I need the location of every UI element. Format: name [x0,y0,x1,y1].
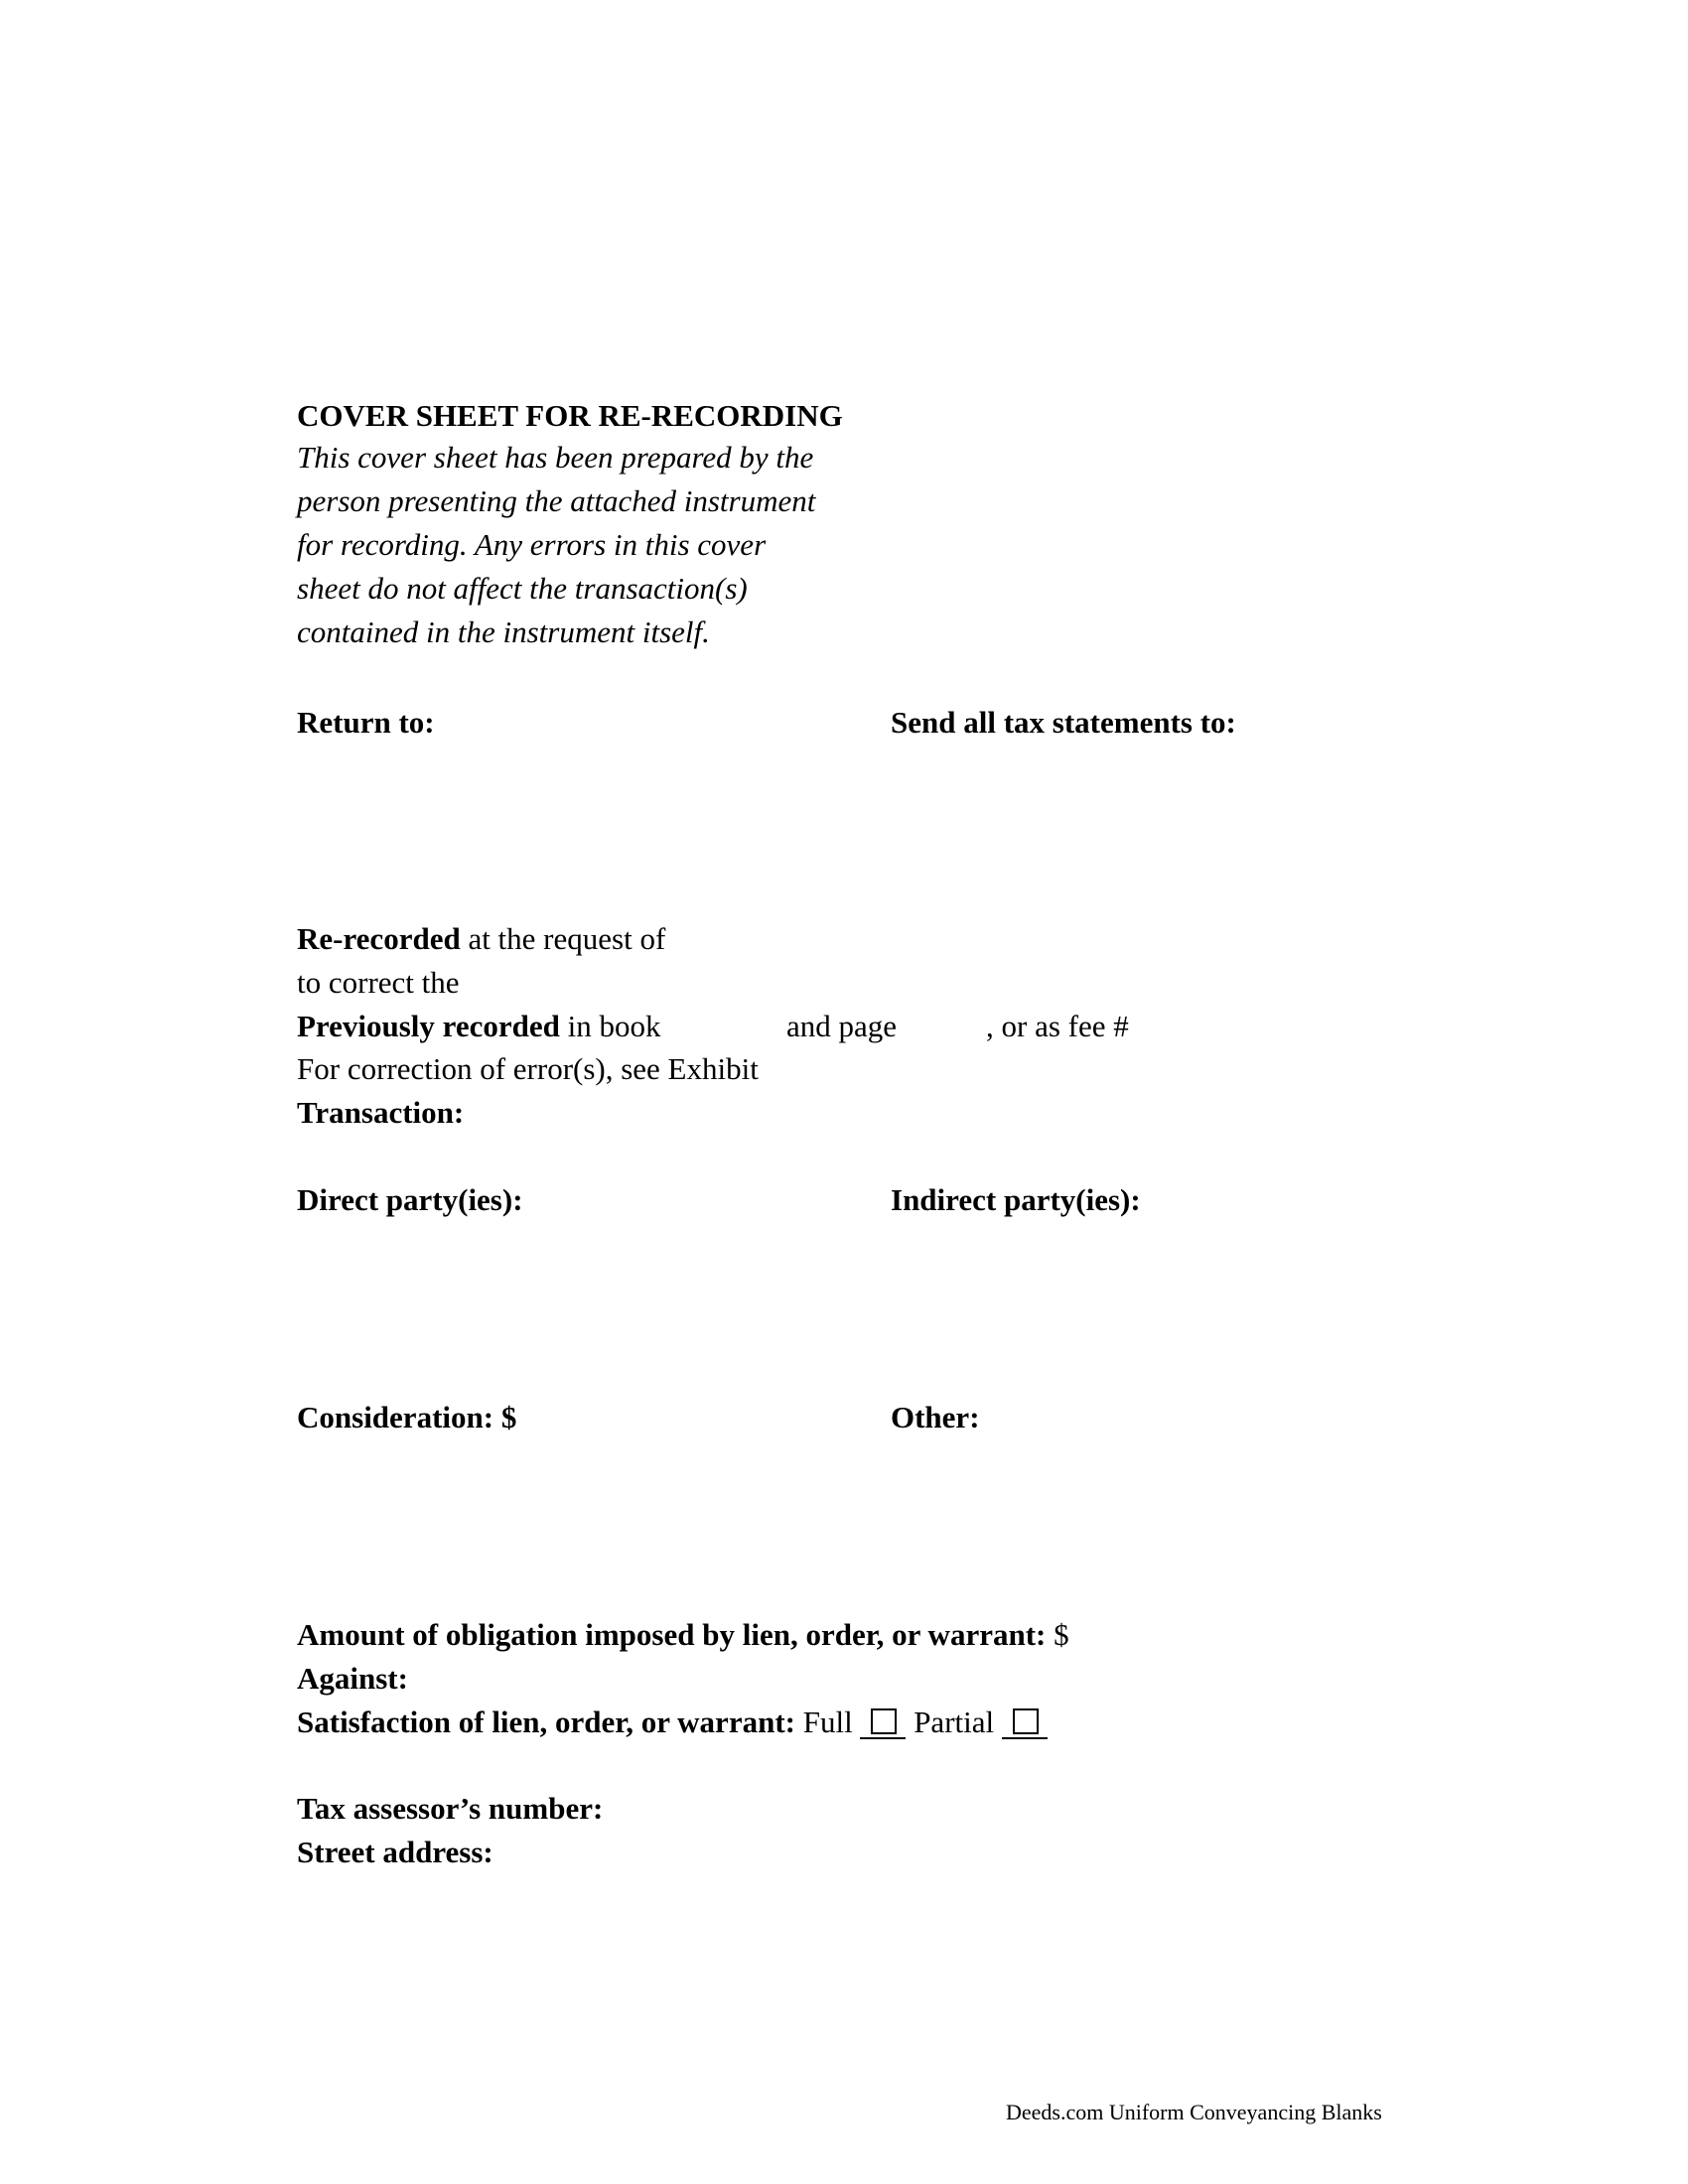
in-book-text: in book [559,1009,661,1043]
footer-text: Deeds.com Uniform Conveyancing Blanks [1006,2100,1382,2124]
and-page-text: and page [786,1009,898,1043]
street-address-label: Street address: [297,1835,493,1869]
intro-line: person presenting the attached instrument [297,483,816,518]
previously-recorded-bold: Previously recorded [297,1009,560,1043]
previously-recorded-line [297,1005,661,1048]
amount-obligation-line [297,1613,1069,1657]
indirect-parties-label: Indirect party(ies): [891,1182,1141,1217]
full-checkbox[interactable] [871,1708,897,1734]
rerecorded-bold: Re-recorded [297,921,461,956]
correction-line: For correction of error(s), see Exhibit [297,1051,759,1086]
return-to-label: Return to: [297,705,435,740]
send-tax-statements-label: Send all tax statements to: [891,705,1236,740]
partial-checkbox[interactable] [1013,1708,1039,1734]
satisfaction-line [297,1701,1048,1744]
intro-line: for recording. Any errors in this cover [297,527,767,562]
full-label: Full [794,1705,861,1739]
satisfaction-bold: Satisfaction of lien, order, or warrant: [297,1705,795,1739]
amount-obligation-bold: Amount of obligation imposed by lien, order, or warrant: [297,1617,1047,1652]
to-correct-line: to correct the [297,965,460,1000]
transaction-label: Transaction: [297,1095,465,1130]
rerecorded-rest: at the request of [460,921,666,956]
amount-dollar: $ [1046,1617,1069,1652]
full-blank [860,1707,906,1739]
partial-blank [1002,1707,1048,1739]
document-title: COVER SHEET FOR RE-RECORDING [297,398,843,433]
consideration-label: Consideration: $ [297,1400,517,1434]
direct-parties-label: Direct party(ies): [297,1182,523,1217]
intro-line: sheet do not affect the transaction(s) [297,571,748,606]
fee-number-text: , or as fee # [986,1009,1129,1043]
against-label: Against: [297,1661,408,1696]
intro-paragraph [297,436,815,654]
intro-line: contained in the instrument itself. [297,614,710,649]
intro-line: This cover sheet has been prepared by the [297,440,814,475]
other-label: Other: [891,1400,980,1434]
tax-assessor-number-label: Tax assessor’s number: [297,1791,604,1826]
rerecorded-line [297,917,665,961]
partial-label: Partial [906,1705,1002,1739]
